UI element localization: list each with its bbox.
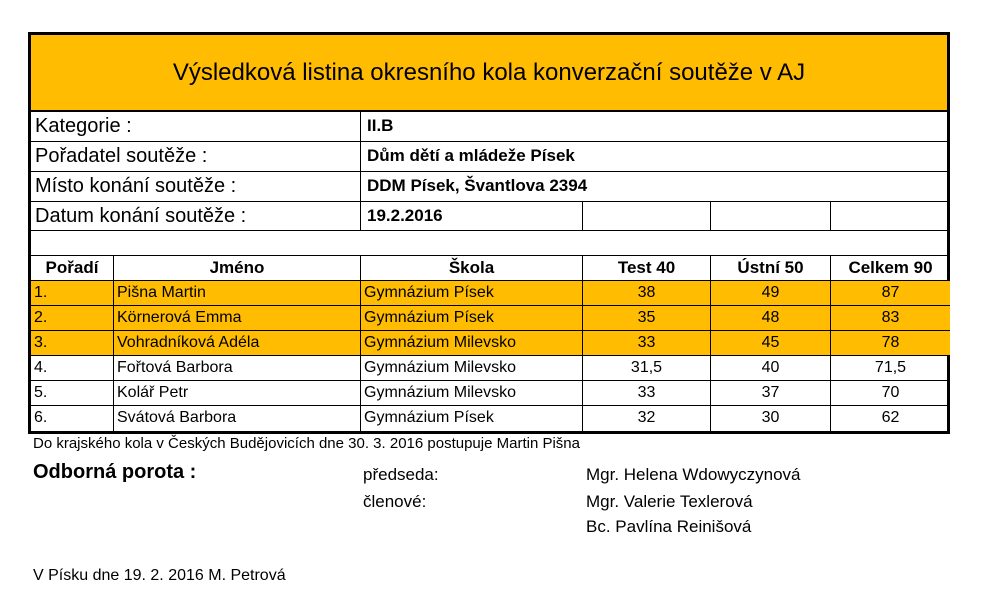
sheet-title: Výsledková listina okresního kola konverzační soutěže v AJ — [31, 35, 947, 112]
info-empty-cell — [583, 202, 711, 231]
cell-oral: 37 — [711, 381, 831, 406]
cell-test: 32 — [583, 406, 711, 431]
cell-test: 33 — [583, 381, 711, 406]
cell-school: Gymnázium Milevsko — [361, 381, 583, 406]
cell-rank: 3. — [31, 331, 114, 356]
info-value-date: 19.2.2016 — [361, 202, 583, 231]
cell-oral: 49 — [711, 281, 831, 306]
cell-school: Gymnázium Milevsko — [361, 331, 583, 356]
cell-oral: 45 — [711, 331, 831, 356]
cell-rank: 1. — [31, 281, 114, 306]
cell-total: 87 — [831, 281, 950, 306]
jury-member: Bc. Pavlína Reinišová — [586, 517, 752, 536]
jury-member: Mgr. Valerie Texlerová — [586, 492, 753, 511]
cell-oral: 30 — [711, 406, 831, 431]
info-value-category: II.B — [361, 112, 950, 142]
cell-test: 31,5 — [583, 356, 711, 381]
cell-total: 62 — [881, 409, 900, 426]
cell-rank: 4. — [31, 356, 114, 381]
advancement-note: Do krajského kola v Českých Budějovicích dne 30. 3. 2016 postupuje Martin Pišna — [33, 435, 580, 452]
column-header-test: Test 40 — [583, 256, 711, 281]
cell-school: Gymnázium Písek — [361, 281, 583, 306]
info-value-venue: DDM Písek, Švantlova 2394 — [361, 172, 950, 202]
cell-school: Gymnázium Písek — [361, 406, 583, 431]
cell-oral: 48 — [711, 306, 831, 331]
spacer-row — [31, 231, 950, 256]
cell-school: Gymnázium Písek — [361, 306, 583, 331]
info-label-date: Datum konání soutěže : — [31, 202, 361, 231]
info-label-category: Kategorie : — [31, 112, 361, 142]
cell-test: 38 — [583, 281, 711, 306]
cell-total: 71,5 — [831, 356, 950, 381]
cell-name: Körnerová Emma — [114, 306, 361, 331]
cell-total: 78 — [831, 331, 950, 356]
jury-chair-name: Mgr. Helena Wdowyczynová — [586, 465, 801, 484]
info-empty-cell — [831, 202, 950, 231]
column-header-school: Škola — [361, 256, 583, 281]
info-label-organizer: Pořadatel soutěže : — [31, 142, 361, 172]
jury-members-label: členové: — [363, 492, 427, 511]
column-header-oral: Ústní 50 — [711, 256, 831, 281]
cell-oral: 40 — [711, 356, 831, 381]
jury-heading: Odborná porota : — [33, 461, 197, 483]
cell-name: Kolář Petr — [114, 381, 361, 406]
info-value-organizer: Dům dětí a mládeže Písek — [361, 142, 950, 172]
cell-name: Vohradníková Adéla — [114, 331, 361, 356]
cell-name: Pišna Martin — [114, 281, 361, 306]
signature-line: V Písku dne 19. 2. 2016 M. Petrová — [33, 567, 286, 584]
info-label-venue: Místo konání soutěže : — [31, 172, 361, 202]
cell-test: 35 — [583, 306, 711, 331]
cell-rank: 5. — [31, 381, 114, 406]
cell-name: Svátová Barbora — [114, 406, 361, 431]
info-empty-cell — [711, 202, 831, 231]
column-header-rank: Pořadí — [31, 256, 114, 281]
cell-test: 33 — [583, 331, 711, 356]
cell-rank: 6. — [31, 406, 114, 431]
column-header-name: Jméno — [114, 256, 361, 281]
cell-name: Fořtová Barbora — [114, 356, 361, 381]
results-sheet — [28, 32, 950, 434]
column-header-total: Celkem 90 — [831, 256, 950, 281]
jury-chair-label: předseda: — [363, 465, 439, 484]
cell-school: Gymnázium Milevsko — [361, 356, 583, 381]
cell-total: 70 — [831, 381, 950, 406]
cell-rank: 2. — [31, 306, 114, 331]
cell-total: 83 — [831, 306, 950, 331]
